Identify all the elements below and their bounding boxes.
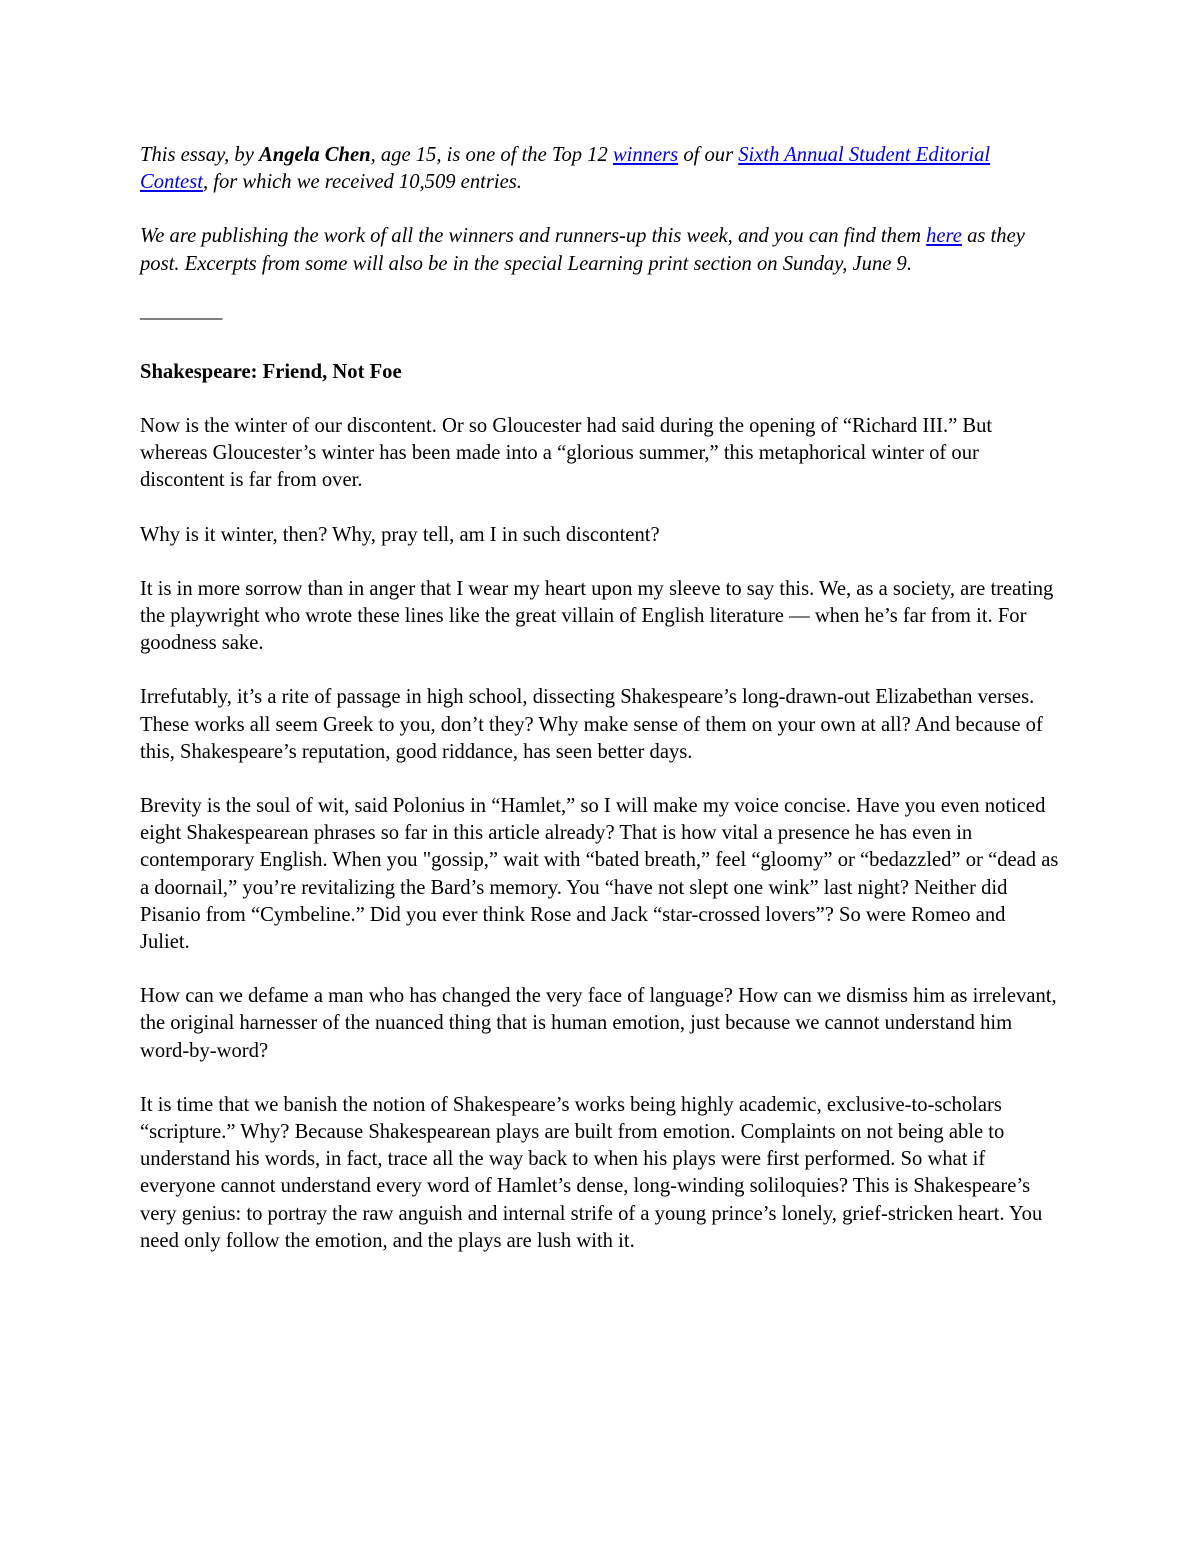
- essay-paragraph: Irrefutably, it’s a rite of passage in high school, dissecting Shakespeare’s long-drawn-out Elizabethan verses. These works all seem Greek to you, don’t they? Why make sense of them on your own at all? And because of this, Shakespeare’s reputation, good riddance, has seen better days.: [140, 686, 1043, 763]
- intro-text: , age 15, is one of the Top 12: [370, 144, 613, 166]
- contest-link[interactable]: Sixth Annual Student Editorial Contest: [140, 144, 991, 194]
- essay-paragraph: It is in more sorrow than in anger that I wear my heart upon my sleeve to say this. We, as a society, are treating the playwright who wrote these lines like the great villain of English literature — when he’s far from it. For goodness sake.: [140, 577, 1054, 655]
- section-divider: ————: [140, 306, 223, 329]
- author-name: Angela Chen: [259, 144, 371, 166]
- intro-text: We are publishing the work of all the winners and runners-up this week, and you can find them: [140, 225, 927, 248]
- intro-text: This essay, by: [140, 144, 259, 166]
- essay-paragraph: Brevity is the soul of wit, said Polonius in “Hamlet,” so I will make my voice concise. Have you even noticed eight Shakespearean phrases so far in this article already? That is how vital a presence he has even in contemporary English. When you "gossip,” wait with “bated breath,” feel “gloomy” or “bedazzled” or “dead as a doornail,” you’re revitalizing the Bard’s memory. You “have not slept one wink” last night? Neither did Pisanio from “Cymbeline.” Did you ever think Rose and Jack “star-crossed lovers”? So were Romeo and Juliet.: [140, 795, 1059, 954]
- essay-body: [140, 413, 1060, 1255]
- intro-text: , for which we received 10,509 entries.: [202, 171, 522, 194]
- intro-text: of our: [678, 144, 739, 166]
- essay-paragraph: Why is it winter, then? Why, pray tell, am I in such discontent?: [140, 523, 660, 546]
- winners-link[interactable]: winners: [612, 144, 679, 166]
- essay-headline: Shakespeare: Friend, Not Foe: [140, 360, 402, 383]
- document-page: [140, 142, 1060, 1282]
- essay-paragraph: It is time that we banish the notion of Shakespeare’s works being highly academic, exclusive-to-scholars “scripture.” Why? Because Shakespearean plays are built from emotion. Complaints on not being able to understand his words, in fact, trace all the way back to when his plays were first performed. So what if everyone cannot understand every word of Hamlet’s dense, long-winding soliloquies? This is Shakespeare’s very genius: to portray the raw anguish and internal strife of a young prince’s lonely, grief-stricken heart. You need only follow the emotion, and the plays are lush with it.: [140, 1093, 1043, 1252]
- intro-paragraph-publishing: [140, 223, 1060, 277]
- essay-paragraph: How can we defame a man who has changed the very face of language? How can we dismiss him as irrelevant, the original harnesser of the nuanced thing that is human emotion, just because we cannot understand him word-by-word?: [140, 985, 1057, 1062]
- intro-paragraph-contest: [140, 142, 1060, 196]
- here-link[interactable]: here: [926, 225, 962, 248]
- intro-text: as they post. Excerpts from some will also be in the special Learning print section on Sunday, June 9.: [140, 225, 1025, 275]
- essay-paragraph: Now is the winter of our discontent. Or so Gloucester had said during the opening of “Richard III.” But whereas Gloucester’s winter has been made into a “glorious summer,” this metaphorical winter of our discontent is far from over.: [140, 415, 993, 492]
